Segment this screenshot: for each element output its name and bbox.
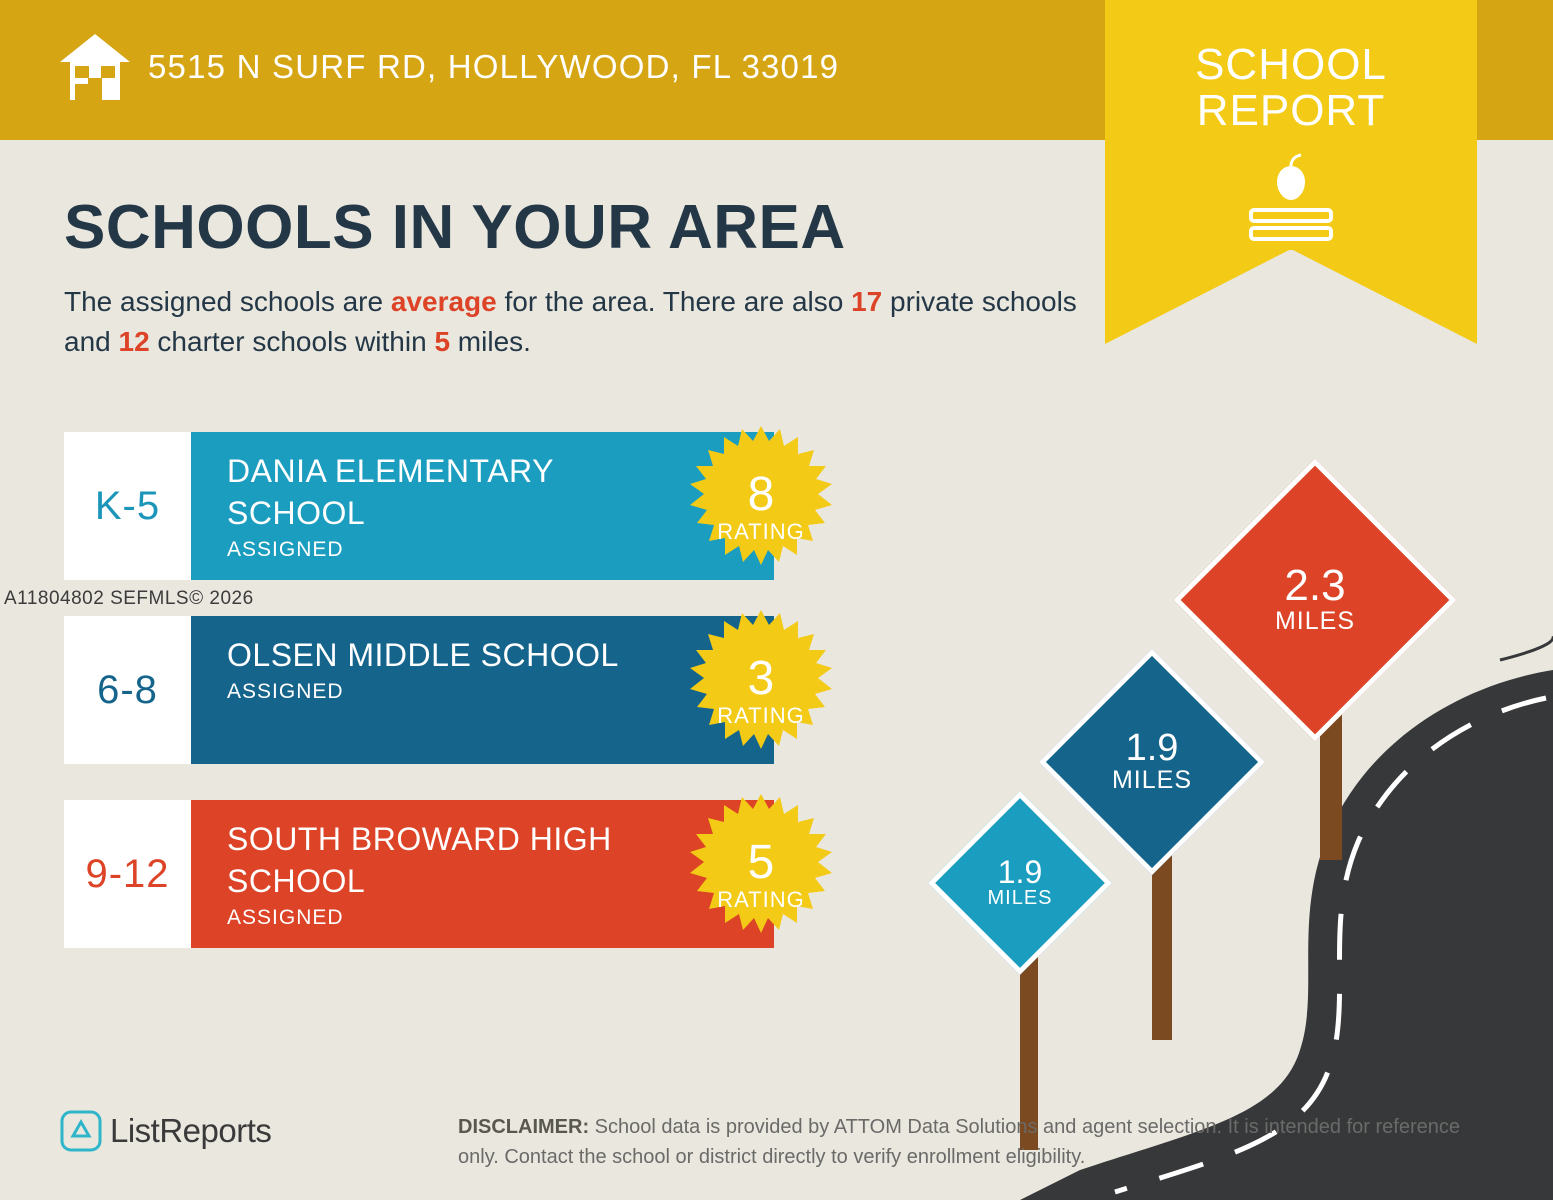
listreports-logo[interactable]: [60, 1110, 271, 1152]
listreports-logo-text: ListReports: [110, 1112, 272, 1149]
rating-value: 8: [747, 468, 775, 521]
rating-caption: RATING: [717, 703, 805, 728]
disclaimer-text: School data is provided by ATTOM Data Solutions and agent selection. It is intended for reference only. Contact the school or district directly to verify enrollment eligibility.: [458, 1116, 1460, 1168]
rating-badge-text: [676, 608, 846, 778]
rating-badge: [676, 792, 846, 962]
summary-part5: miles.: [450, 326, 531, 357]
rating-badge-text: [676, 424, 846, 594]
summary-part1: The assigned schools are: [64, 286, 391, 317]
school-row: [64, 432, 805, 580]
school-row: [64, 800, 805, 948]
grade-range-box: [64, 800, 191, 948]
school-name: DANIA ELEMENTARY SCHOOL: [227, 453, 554, 531]
rating-value: 5: [747, 836, 775, 889]
summary-charter-count: 12: [118, 326, 150, 357]
sign-distance-unit: MILES: [1111, 765, 1193, 794]
listreports-logo-icon: [60, 1110, 102, 1152]
summary-part3: private schools and: [64, 286, 1077, 357]
disclaimer-label: DISCLAIMER:: [458, 1116, 590, 1138]
apple-on-books-icon: [1231, 148, 1351, 258]
grade-range-box: [64, 432, 191, 580]
home-icon: [58, 32, 132, 104]
summary-radius: 5: [434, 326, 451, 357]
grade-range-box: [64, 616, 191, 764]
sign-distance-unit: MILES: [1274, 606, 1356, 635]
school-status: ASSIGNED: [227, 906, 344, 929]
sign-distance-value: 1.9: [997, 853, 1043, 890]
summary-part2: for the area. There are also: [496, 286, 852, 317]
rating-caption: RATING: [717, 887, 805, 912]
mls-watermark: A11804802 SEFMLS© 2026: [4, 588, 254, 609]
disclaimer: [458, 1112, 1478, 1172]
property-address: 5515 N SURF RD, HOLLYWOOD, FL 33019: [148, 48, 840, 85]
summary-private-count: 17: [851, 286, 883, 317]
school-report-banner: [1105, 0, 1477, 344]
sign-text: [1077, 687, 1227, 837]
sign-text: [1220, 505, 1410, 695]
summary-part4: charter schools within: [149, 326, 435, 357]
sign-text: [960, 823, 1080, 943]
banner-title: [1105, 42, 1477, 134]
rating-badge: [676, 608, 846, 778]
page-title: SCHOOLS IN YOUR AREA: [64, 193, 846, 262]
rating-badge-text: [676, 792, 846, 962]
school-name: SOUTH BROWARD HIGH SCHOOL: [227, 821, 612, 899]
rating-value: 3: [747, 652, 775, 705]
banner-title-line2: REPORT: [1196, 86, 1386, 135]
grade-range-label: 6-8: [97, 667, 158, 712]
school-status: ASSIGNED: [227, 538, 344, 561]
sign-distance-unit: MILES: [987, 886, 1053, 909]
grade-range-label: K-5: [94, 483, 161, 528]
school-status: ASSIGNED: [227, 680, 344, 703]
grade-range-label: 9-12: [85, 851, 170, 896]
rating-badge: [676, 424, 846, 594]
banner-point: [1105, 249, 1477, 344]
summary-text: [64, 282, 1094, 362]
banner-title-line1: SCHOOL: [1195, 40, 1387, 89]
school-row: [64, 616, 805, 764]
sign-distance-value: 2.3: [1284, 560, 1346, 610]
sign-distance-value: 1.9: [1125, 726, 1179, 769]
rating-caption: RATING: [717, 519, 805, 544]
summary-quality: average: [390, 286, 497, 317]
road-illustration: [900, 470, 1553, 1200]
school-name: OLSEN MIDDLE SCHOOL: [227, 637, 619, 673]
